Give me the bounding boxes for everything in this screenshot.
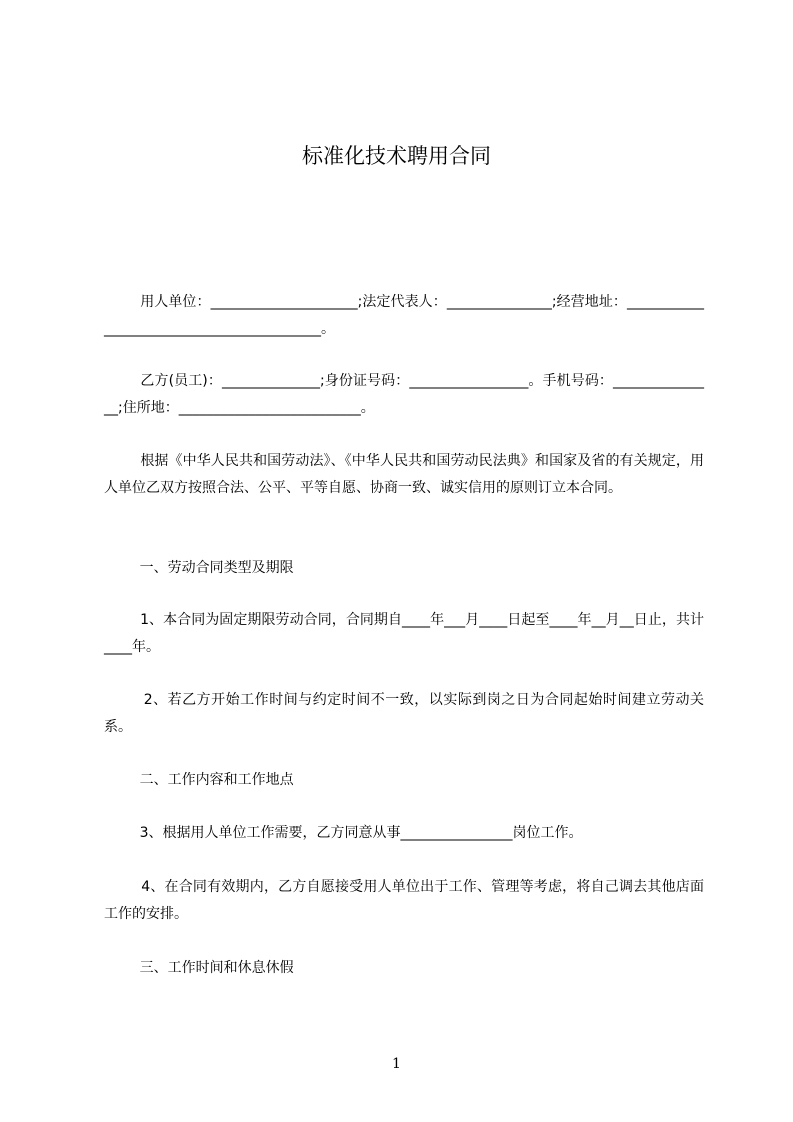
- clause-4-paragraph: 4、在合同有效期内，乙方自愿接受用人单位出于工作、管理等考虑，将自己调去其他店面工作的安排。: [104, 879, 704, 922]
- section-heading-contract-type: 一、劳动合同类型及期限: [104, 560, 294, 576]
- preamble-paragraph: 根据《中华人民共和国劳动法》、《中华人民共和国劳动民法典》和国家及省的有关规定，用人单位乙双方按照合法、公平、平等自愿、协商一致、诚实信用的原则订立本合同。: [104, 453, 705, 496]
- clause-1-paragraph: 1、本合同为固定期限劳动合同，合同期自____年___月____日起至____年__月__日止，共计____年。: [104, 612, 705, 655]
- clause-3-paragraph: 3、根据用人单位工作需要，乙方同意从事________________岗位工作。: [104, 825, 583, 841]
- employer-info-paragraph: 用人单位：_____________________;法定代表人：_______________;经营地址：__________________________________________。: [104, 294, 704, 337]
- clause-2-paragraph: 2、若乙方开始工作时间与约定时间不一致，以实际到岗之日为合同起始时间建立劳动关系。: [104, 692, 704, 735]
- section-heading-work-content: 二、工作内容和工作地点: [104, 772, 294, 788]
- employee-info-paragraph: 乙方(员工)：______________;身份证号码：_________________。手机号码：_______________;住所地：__________________________。: [104, 373, 705, 416]
- document-title: 标准化技术聘用合同: [302, 144, 491, 168]
- section-heading-work-hours: 三、工作时间和休息休假: [104, 960, 294, 976]
- page-number: 1: [392, 1056, 401, 1072]
